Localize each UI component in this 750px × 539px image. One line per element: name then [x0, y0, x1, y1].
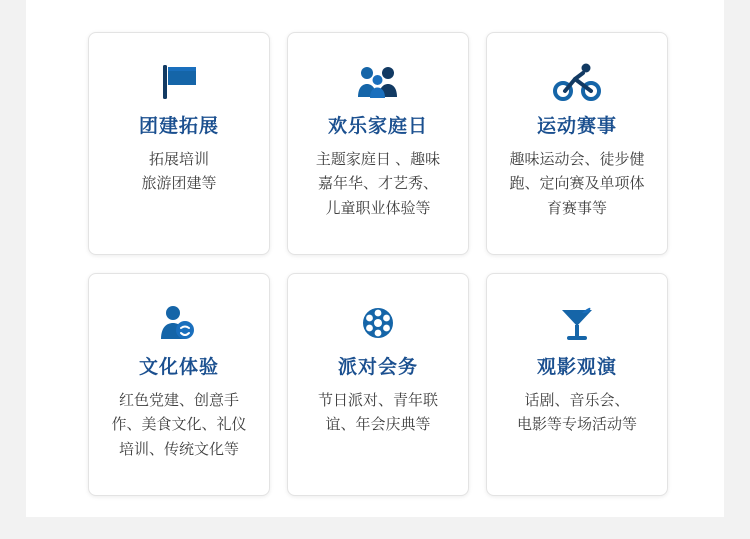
category-description: 话剧、音乐会、 电影等专场活动等 — [516, 392, 637, 434]
film-reel-icon — [355, 300, 401, 346]
cyclist-icon — [553, 59, 601, 105]
person-mask-icon — [156, 300, 202, 346]
category-card-family-day[interactable] — [287, 32, 469, 255]
category-description: 节日派对、青年联 谊、年会庆典等 — [317, 392, 438, 434]
category-description: 趣味运动会、徒步健 跑、定向赛及单项体 育赛事等 — [509, 151, 645, 217]
category-card-grid — [88, 32, 668, 496]
flag-icon — [156, 59, 202, 105]
category-title: 派对会务 — [337, 357, 418, 378]
category-description: 拓展培训 旅游团建等 — [141, 151, 217, 193]
category-card-culture-experience[interactable] — [88, 273, 270, 496]
category-card-sports-events[interactable] — [486, 32, 668, 255]
page-right-margin — [724, 0, 750, 539]
category-description: 主题家庭日 、趣味 嘉年华、才艺秀、 儿童职业体验等 — [315, 151, 441, 217]
category-description: 红色党建、创意手 作、美食文化、礼仪 培训、传统文化等 — [111, 392, 247, 458]
category-card-film-performance[interactable] — [486, 273, 668, 496]
category-title: 团建拓展 — [138, 116, 219, 137]
category-card-team-building[interactable] — [88, 32, 270, 255]
category-card-party-events[interactable] — [287, 273, 469, 496]
cocktail-glass-icon — [554, 300, 600, 346]
page-left-margin — [0, 0, 26, 539]
family-people-icon — [354, 59, 402, 105]
page-bottom-margin — [0, 517, 750, 539]
category-title: 文化体验 — [138, 357, 219, 378]
category-title: 运动赛事 — [536, 116, 617, 137]
category-title: 欢乐家庭日 — [327, 116, 428, 137]
category-title: 观影观演 — [536, 357, 617, 378]
